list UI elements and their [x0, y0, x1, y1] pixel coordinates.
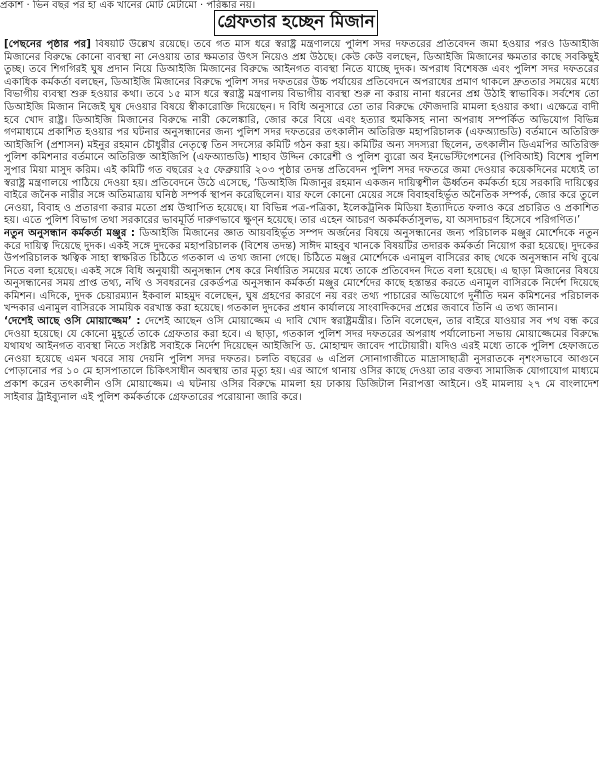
paragraph-2-text: ডিআইজি মিজানের জ্ঞাত আয়বহির্ভূত সম্পদ অর্জনের বিষয়ে অনুসন্ধানের জন্য পরিচালক মঞ্জুর মোর্শেদকে নতুন করে দায়িত্ব দিয়েছে দুদক। একই সঙ্গে দুদকের মহাপরিচালক (বিশেষ তদন্ত) সাঈদ মাহবুব খানকে বিষয়টির তদারক কর্মকর্তা নিয়োগ করা হয়েছে। দুদকের উপপরিচালক ঋত্বিক সাহা স্বাক্ষরিত চিঠিতে গতকাল এ তথ্য জানা গেছে। চিঠিতে মঞ্জুর মোর্শেদকে এনামুল বাসিরের কাছ থেকে অনুসন্ধান নথি বুঝে নিতে বলা হয়েছে। একই সঙ্গে বিধি অনুযায়ী অনুসন্ধান শেষ করে নির্ধারিত সময়ের মধ্যে তাকে প্রতিবেদন দিতে বলা হয়েছে। এ ছাড়া মিজানের বিষয়ে অনুসন্ধানের সময় প্রাপ্ত তথ্য, নথি ও সবধরনের রেকর্ডপত্র অনুসন্ধান কর্মকর্তা মঞ্জুর মোর্শেদের কাছে হস্তান্তর করতে এনামুল বাসিরকে নির্দেশ দিয়েছে কমিশন। এদিকে, দুদক চেয়ারম্যান ইকবাল মাহমুদ বলেছেন, ঘুষ গ্রহণের কারণে নয় বরং তথ্য পাচারের অভিযোগে দুর্নীতি দমন কমিশনের পরিচালক খন্দকার এনামুল বাসিরকে সাময়িক বরখাস্ত করা হয়েছে। গতকাল দুদকের প্রধান কার্যালয়ে সাংবাদিকদের প্রশ্নের জবাবে তিনি এ তথ্য জানান। [4, 227, 599, 315]
subheading-oc-moazzem: ‘দেশেই আছে ওসি মোয়াজ্জেম’ : [4, 316, 141, 328]
continuation-tag: [পেছনের পৃষ্ঠার পর] [4, 39, 91, 50]
article-body [4, 39, 599, 775]
headline: গ্রেফতার হচ্ছেন মিজান [214, 10, 378, 36]
previous-article-fragment: প্রকাশ · ভিন বছর পর হা এক খানের মোট মেটামো · পরিষ্কার নয়। [0, 0, 256, 11]
paragraph-1-text: বিষয়টি উল্লেখ রয়েছে। তবে গত মাস ধরে স্বরাষ্ট্র মন্ত্রণালয়ে পুলিশ সদর দফতরের প্রতিবেদন জমা হওয়ার পরও ডিআইজি মিজানের বিরুদ্ধে কোনো ব্যবস্থা না নেওয়ায় তার ক্ষমতার উৎস নিয়েও প্রশ্ন উঠছে। কেউ কেউ বলছেন, ডিআইজি মিজানের ক্ষমতার কাছে সবকিছুই তুচ্ছ। তবে শিগগিরই ঘুষ প্রদান নিয়ে ডিআইজি মিজানের বিরুদ্ধে আইনগত ব্যবস্থা নিতে যাচ্ছে দুদক। অপরাধ বিশেষজ্ঞ এবং পুলিশ সদর দফতরের একাধিক কর্মকর্তা বলছেন, ডিআইজি মিজানের বিরুদ্ধে পুলিশ সদর দফতরের উচ্চ পর্যায়ের প্রতিবেদনে অপরাধের প্রমাণ থাকলে দ্রুততার সময়ের মধ্যে বিভাগীয় ব্যবস্থা শুরু হওয়ার কথা। তবে ১৫ মাস ধরে স্বরাষ্ট্র মন্ত্রণালয় বিভাগীয় ব্যবস্থা শুরু না করায় নানা ধরনের প্রশ্ন উঠাই স্বাভাবিক। সর্বশেষ তো ডিআইজি মিজান নিজেই ঘুষ দেওয়ার বিষয়ে স্বীকারোক্তি দিয়েছেন। দ বিধি অনুসারে তো তার বিরুদ্ধে ফৌজদারি মামলা হওয়ার কথা। এক্ষেত্রে বাদী হবে খোদ রাষ্ট্র। ডিআইজি মিজানের বিরুদ্ধে নারী কেলেঙ্কারি, জোর করে বিয়ে এবং হত্যার হুমকিসহ নানা অপরাধ সম্পর্কিত অভিযোগ বিভিন্ন গণমাধ্যমে প্রকাশিত হওয়ার পর ঘটনার অনুসন্ধানের জন্য পুলিশ সদর দফতরের তৎকালীন অতিরিক্ত মহাপরিচালক (এফঅ্যান্ডডি) বর্তমানে অতিরিক্ত আইজিপি (প্রশাসন) মইনুর রহমান চৌধুরীর নেতৃত্বে তিন সদস্যের কমিটি গঠন করা হয়। কমিটির অন্য সদস্যরা ছিলেন, তৎকালীন ডিএমপির অতিরিক্ত পুলিশ কমিশনার বর্তমানে অতিরিক্ত আইজিপি (এফঅ্যান্ডডি) শাহাব উদ্দিন কোরেশী ও পুলিশ ব্যুরো অব ইনভেস্টিগেশনের (পিবিআই) বিশেষ পুলিশ সুপার মিয়া মাসুদ করিম। এই কমিটি গত বছরের ২৫ ফেব্রুয়ারি ২০৩ পৃষ্ঠার তদন্ত প্রতিবেদন পুলিশ সদর দফতরে জমা দেওয়ার কয়েকদিনের মধ্যেই তা স্বরাষ্ট্র মন্ত্রণালয়ে পাঠিয়ে দেওয়া হয়। প্রতিবেদনে উঠে এসেছে, ‘ডিআইজি মিজানুর রহমান একজন দায়িত্বশীল ঊর্ধ্বতন কর্মকর্তা হয়ে সরকারি দায়িত্বের বাইরে জনৈক নারীর সঙ্গে অতিমাত্রায় ঘনিষ্ঠ সম্পর্ক স্থাপন করেছিলেন। যার ফলে কোনো মেয়ের সঙ্গে বিবাহবহির্ভূত অনৈতিক সম্পর্ক, জোর করে তুলে নেওয়া, বিবাহ ও প্রতারণা করার মতো প্রশ্ন উত্থাপিত হয়েছে। যা বিভিন্ন পত্র-পত্রিকা, ইলেকট্রনিক মিডিয়া ইত্যাদিতে ফলাও করে প্রচারিত ও প্রকাশিত হয়। এতে পুলিশ বিভাগ তথা সরকারের ভাবমূর্তি দারুণভাবে ক্ষুণ্ন হয়েছে। তার এহেন আচরণ অকর্মকর্তাসুলভ, যা অসদাচরণ হিসেবে পরিগণিত।’ [4, 39, 599, 227]
paragraph-1 [4, 39, 599, 228]
paragraph-3 [4, 316, 599, 404]
paragraph-2 [4, 228, 599, 316]
subheading-new-investigator: নতুন অনুসন্ধান কর্মকর্তা মঞ্জুর : [4, 227, 136, 239]
paragraph-3-text: দেশেই আছেন ওসি মোয়াজ্জেম এ দাবি খোদ স্বরাষ্ট্রমন্ত্রীর। তিনি বলেছেন, তার বাইরে যাওয়ার সব পথ বন্ধ করে দেওয়া হয়েছে। যে কোনো মুহূর্তে তাকে গ্রেফতার করা হবে। এ ছাড়া, গতকাল পুলিশ সদর দফতরের অপরাধ পর্যালোচনা সভায় মোয়াজ্জেমের বিরুদ্ধে যথাযথ আইনগত ব্যবস্থা নিতে সংশ্লিষ্ট সবাইকে নির্দেশ দিয়েছেন আইজিপি ড. মোহাম্মদ জাবেদ পাটোয়ারী। যদিও এরই মধ্যে তাকে পুলিশ হেফাজতে নেওয়া হয়েছে এমন খবরে সায় দেয়নি পুলিশ সদর দফতর। চলতি বছরের ৬ এপ্রিল সোনাগাজীতে মাদ্রাসাছাত্রী নুসরাতকে নৃশংসভাবে আগুনে পোড়ানোর পর ১০ মে হাসপাতালে চিকিৎসাধীন অবস্থায় তার মৃত্যু হয়। এর আগে থানায় ওসির কাছে দেওয়া তার বক্তব্য সামাজিক যোগাযোগ মাধ্যমে প্রকাশ করেন তৎকালীন ওসি মোয়াজ্জেম। এ ঘটনায় ওসির বিরুদ্ধে মামলা হয় ঢাকায় ডিজিটাল নিরাপত্তা আইনে। ওই মামলায় ২৭ মে বাংলাদেশ সাইবার ট্রাইব্যুনাল এই পুলিশ কর্মকর্তাকে গ্রেফতারের পরোয়ানা জারি করে। [4, 316, 599, 403]
